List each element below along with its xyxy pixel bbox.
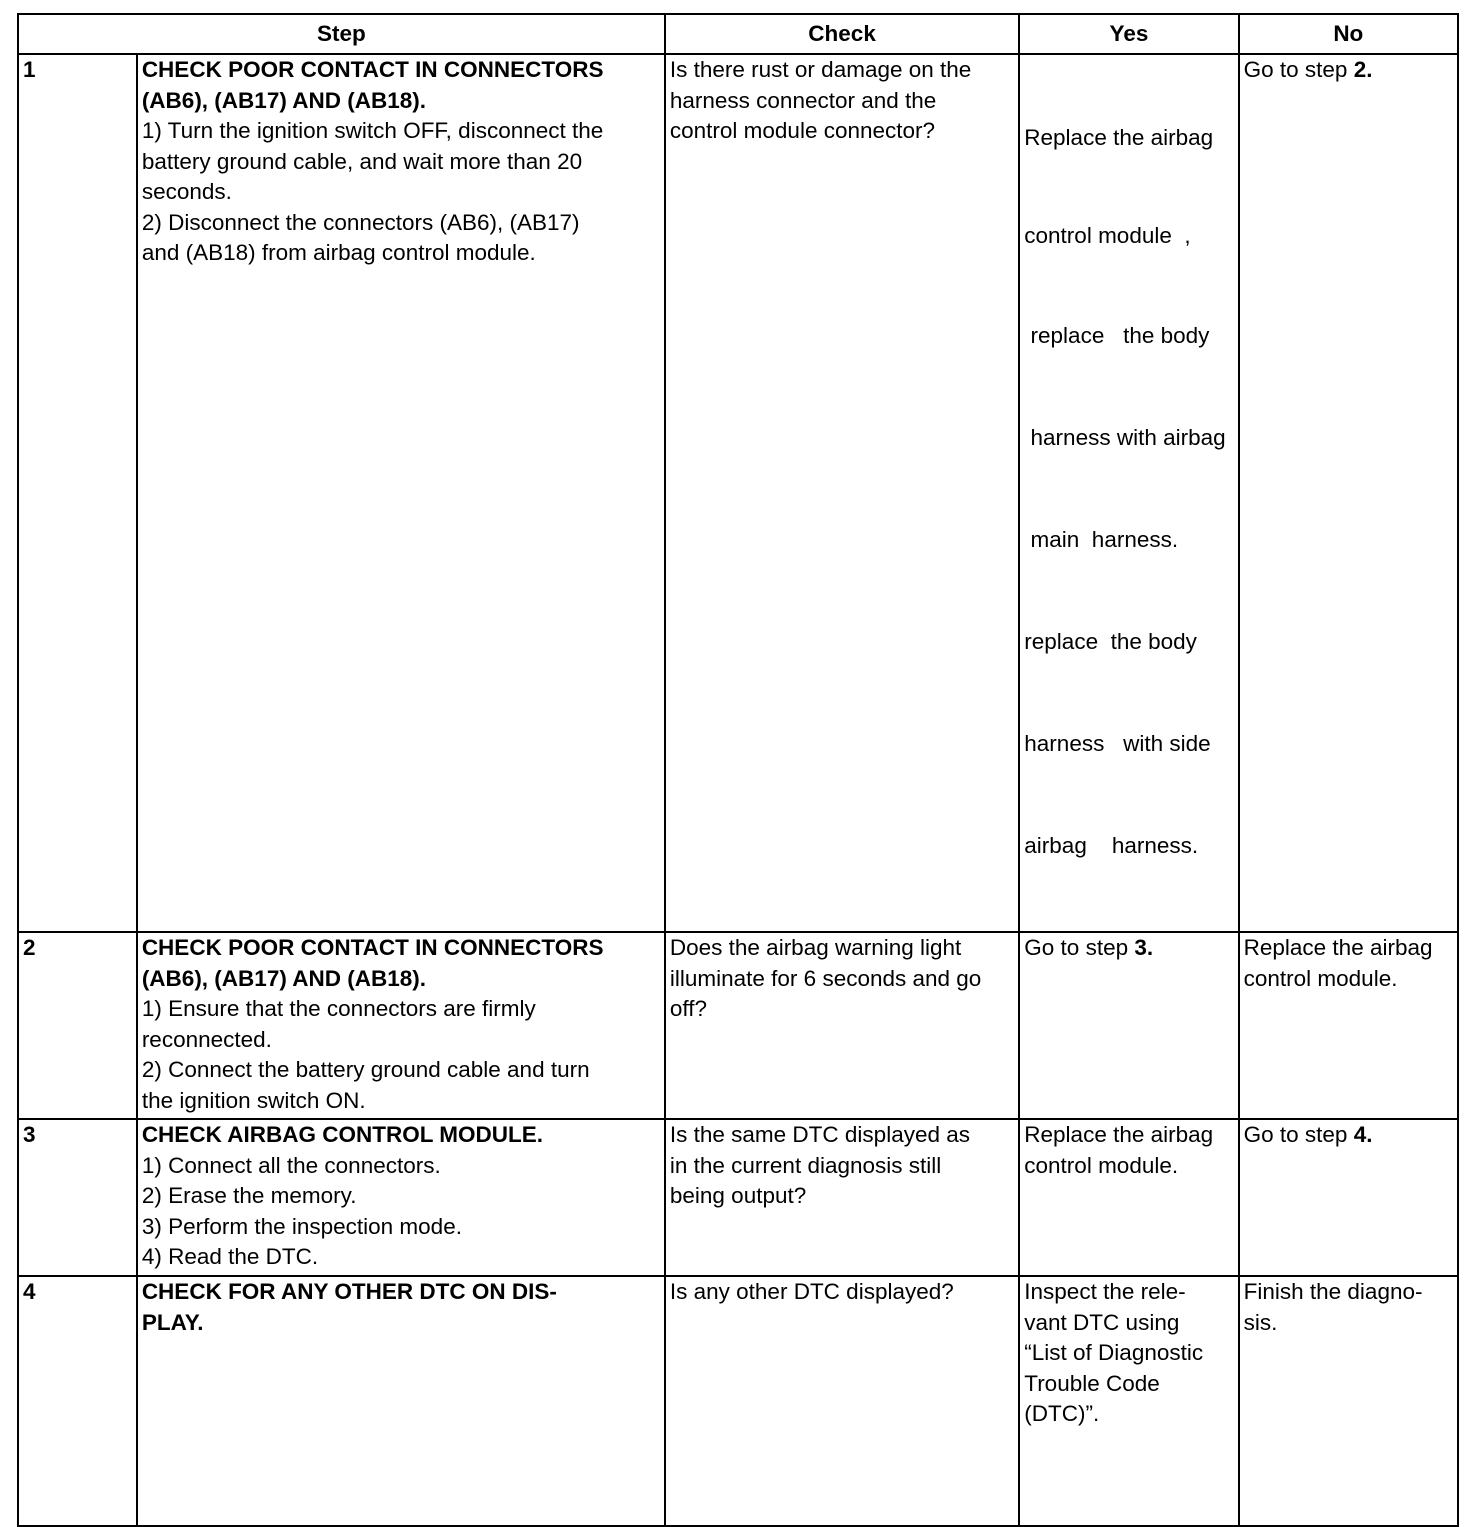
check-line: in the current diagnosis still	[669, 1152, 942, 1178]
substep-line: reconnected.	[141, 1026, 272, 1052]
substep-line: 2) Disconnect the connectors (AB6), (AB17)	[141, 209, 580, 235]
check-cell	[665, 54, 1019, 932]
yes-line: harness with side	[1024, 731, 1211, 756]
check-line: control module connector?	[669, 118, 936, 143]
diagnosis-table	[17, 13, 1459, 1527]
step-title-line: PLAY.	[141, 1309, 204, 1335]
no-cell	[1239, 54, 1458, 932]
step-number: 4	[18, 1276, 137, 1526]
header-check: Check	[665, 14, 1019, 54]
yes-line: Replace the airbag	[1024, 125, 1214, 150]
no-text: Go to step	[1243, 1122, 1354, 1147]
substep-line: 1) Connect all the connectors.	[141, 1152, 441, 1178]
yes-line: control module.	[1024, 1152, 1179, 1178]
step-description	[137, 1276, 665, 1526]
no-text: Go to step	[1243, 57, 1354, 82]
substep-line: seconds.	[141, 179, 232, 204]
no-cell	[1239, 932, 1458, 1119]
yes-line: vant DTC using	[1024, 1309, 1180, 1335]
yes-cell	[1019, 932, 1238, 1119]
no-step-ref: 2.	[1353, 57, 1373, 82]
step-number: 2	[18, 932, 137, 1119]
step-title-line: CHECK POOR CONTACT IN CONNECTORS	[141, 57, 604, 82]
step-title-line: CHECK POOR CONTACT IN CONNECTORS	[141, 935, 604, 960]
step-title-line: CHECK AIRBAG CONTROL MODULE.	[141, 1122, 544, 1147]
table-row	[18, 54, 1458, 932]
table-header-row	[18, 14, 1458, 54]
table-row	[18, 932, 1458, 1119]
check-line: Does the airbag warning light	[669, 935, 962, 960]
step-title-line: (AB6), (AB17) AND (AB18).	[141, 87, 426, 113]
check-line: off?	[669, 996, 707, 1021]
yes-line: (DTC)”.	[1024, 1401, 1100, 1426]
header-yes: Yes	[1019, 14, 1238, 54]
table-row	[18, 1276, 1458, 1526]
yes-cell	[1019, 1276, 1238, 1526]
header-step: Step	[18, 14, 665, 54]
check-cell	[665, 932, 1019, 1119]
check-line: Is there rust or damage on the	[669, 57, 972, 82]
substep-line: 1) Turn the ignition switch OFF, disconnect the	[141, 118, 604, 143]
substep-line: the ignition switch ON.	[141, 1087, 366, 1113]
no-step-ref: 4.	[1353, 1122, 1373, 1147]
substep-line: battery ground cable, and wait more than 20	[141, 148, 583, 174]
substep-line: and (AB18) from airbag control module.	[141, 240, 536, 265]
yes-line: harness with airbag	[1024, 425, 1226, 450]
no-cell	[1239, 1119, 1458, 1276]
step-number: 3	[18, 1119, 137, 1276]
no-line: control module.	[1243, 965, 1398, 991]
header-no: No	[1239, 14, 1458, 54]
check-line: illuminate for 6 seconds and go	[669, 965, 982, 991]
yes-step-ref: 3.	[1134, 935, 1154, 960]
check-cell	[665, 1276, 1019, 1526]
check-line: harness connector and the	[669, 87, 937, 113]
yes-line: replace the body	[1024, 323, 1210, 348]
substep-line: 2) Erase the memory.	[141, 1183, 357, 1208]
yes-text: Go to step	[1024, 935, 1135, 960]
check-line: Is the same DTC displayed as	[669, 1122, 970, 1147]
yes-cell	[1019, 54, 1238, 932]
no-line: Replace the airbag	[1243, 935, 1433, 960]
check-line: being output?	[669, 1183, 807, 1208]
yes-line: Replace the airbag	[1024, 1122, 1214, 1147]
yes-line: Inspect the rele-	[1024, 1279, 1186, 1304]
step-title-line: (AB6), (AB17) AND (AB18).	[141, 965, 426, 991]
yes-line: Trouble Code	[1024, 1370, 1160, 1396]
yes-line: airbag harness.	[1024, 833, 1199, 858]
step-description	[137, 932, 665, 1119]
check-line: Is any other DTC displayed?	[669, 1279, 954, 1304]
substep-line: 1) Ensure that the connectors are firmly	[141, 996, 536, 1021]
substep-line: 2) Connect the battery ground cable and turn	[141, 1057, 590, 1082]
no-line: sis.	[1243, 1309, 1278, 1335]
step-description	[137, 54, 665, 932]
step-title-line: CHECK FOR ANY OTHER DTC ON DIS-	[141, 1279, 557, 1304]
substep-line: 4) Read the DTC.	[141, 1244, 319, 1269]
substep-line: 3) Perform the inspection mode.	[141, 1213, 462, 1239]
yes-line: “List of Diagnostic	[1024, 1340, 1204, 1365]
no-line: Finish the diagno-	[1243, 1279, 1423, 1304]
no-cell	[1239, 1276, 1458, 1526]
step-number: 1	[18, 54, 137, 932]
yes-line: main harness.	[1024, 527, 1179, 552]
yes-cell	[1019, 1119, 1238, 1276]
check-cell	[665, 1119, 1019, 1276]
table-row	[18, 1119, 1458, 1276]
yes-line: control module ,	[1024, 223, 1191, 248]
step-description	[137, 1119, 665, 1276]
yes-line: replace the body	[1024, 629, 1197, 654]
